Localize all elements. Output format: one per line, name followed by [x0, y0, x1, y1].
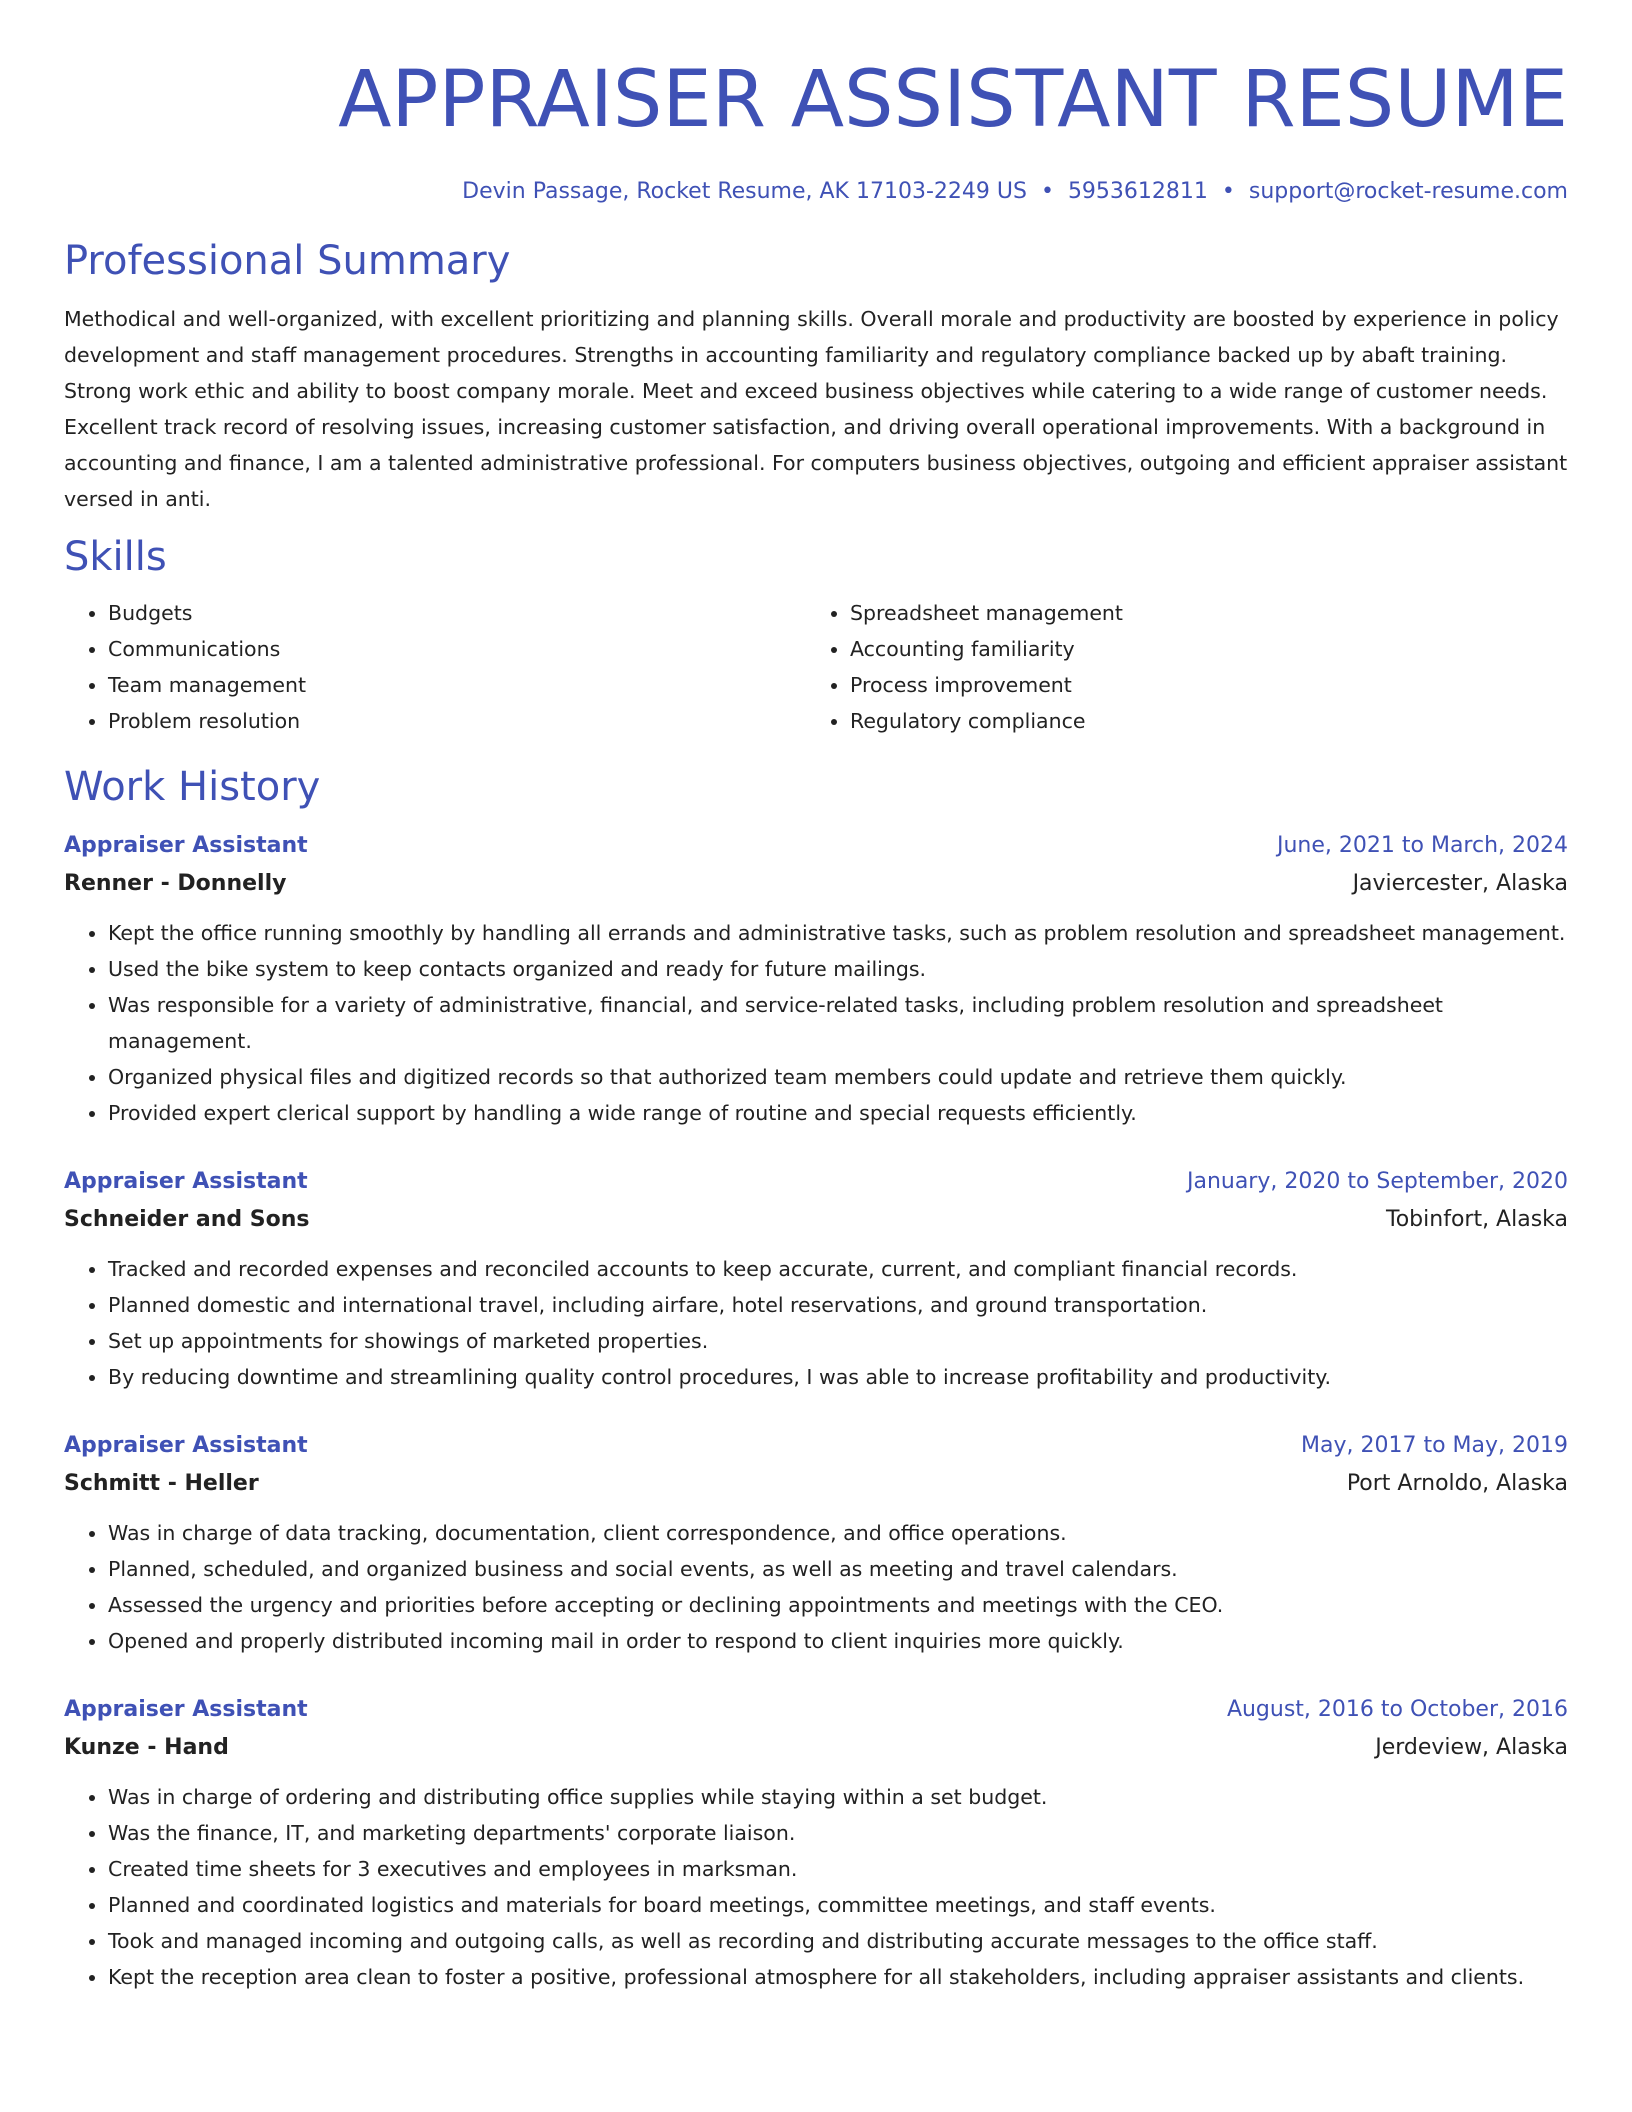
work-history-heading: Work History	[64, 764, 321, 810]
job-title-row	[64, 1691, 1568, 1729]
summary-text: Methodical and well-organized, with excellent prioritizing and planning skills. Overall morale and productivity are boosted by experience in policy development and staff management procedures. Strengths in accounting familiarity and regulatory compliance backed up by abaft training. Strong work ethic and ability to boost company morale. Meet and exceed business objectives while catering to a wide range of customer needs. Excellent track record of resolving issues, increasing customer satisfaction, and driving overall operational improvements. With a background in accounting and finance, I am a talented administrative professional. For computers business objectives, outgoing and efficient appraiser assistant versed in anti.	[64, 307, 1568, 511]
job-bullet: • Organized physical files and digitized records so that authorized team members could update and retrieve them quickly.	[108, 1059, 1568, 1095]
job-bullet: • Kept the office running smoothly by handling all errands and administrative tasks, such as problem resolution and spreadsheet management.	[108, 915, 1568, 951]
job-bullet: • Took and managed incoming and outgoing calls, as well as recording and distributing accurate messages to the office staff.	[108, 1923, 1568, 1959]
skills-list-left	[64, 595, 806, 739]
job-bullet: • Used the bike system to keep contacts organized and ready for future mailings.	[108, 951, 1568, 987]
skills-heading: Skills	[64, 534, 167, 580]
job-bullet: • Provided expert clerical support by handling a wide range of routine and special requests efficiently.	[108, 1095, 1568, 1131]
work-history-section	[64, 761, 1568, 1995]
job-bullets	[64, 1779, 1568, 1995]
job-title: Appraiser Assistant	[64, 833, 308, 858]
job-company: Kunze - Hand	[64, 1735, 229, 1760]
job-bullet: • Tracked and recorded expenses and reconciled accounts to keep accurate, current, and compliant financial records.	[108, 1251, 1568, 1287]
job-bullet: • Was in charge of data tracking, documentation, client correspondence, and office operations.	[108, 1515, 1568, 1551]
resume-title: APPRAISER ASSISTANT RESUME	[338, 55, 1568, 145]
job-company-row	[64, 865, 1568, 903]
job-bullet: • Planned and coordinated logistics and materials for board meetings, committee meetings, and staff events.	[108, 1887, 1568, 1923]
job-bullets	[64, 915, 1568, 1131]
job-location: Port Arnoldo, Alaska	[1346, 1471, 1568, 1496]
job-location: Javiercester, Alaska	[1352, 871, 1568, 896]
contact-separator: •	[1040, 179, 1054, 204]
job-bullet: • Set up appointments for showings of marketed properties.	[108, 1323, 1568, 1359]
job-bullet: • Was the finance, IT, and marketing departments' corporate liaison.	[108, 1815, 1568, 1851]
job-bullets	[64, 1515, 1568, 1659]
job-dates: June, 2021 to March, 2024	[1277, 833, 1568, 858]
job-bullet: • Planned, scheduled, and organized business and social events, as well as meeting and travel calendars.	[108, 1551, 1568, 1587]
contact-separator: •	[1221, 179, 1235, 204]
skill-item: • Accounting familiarity	[850, 631, 1548, 667]
skill-item: • Budgets	[108, 595, 806, 631]
skills-list-right	[806, 595, 1548, 739]
job-title-row	[64, 1427, 1568, 1465]
job-entry	[64, 1163, 1568, 1395]
skill-item: • Process improvement	[850, 667, 1548, 703]
job-company-row	[64, 1465, 1568, 1503]
job-entry	[64, 1427, 1568, 1659]
job-title: Appraiser Assistant	[64, 1697, 308, 1722]
summary-section	[64, 235, 1568, 517]
skill-item: • Communications	[108, 631, 806, 667]
job-bullet: • Opened and properly distributed incoming mail in order to respond to client inquiries more quickly.	[108, 1623, 1568, 1659]
job-dates: May, 2017 to May, 2019	[1301, 1433, 1568, 1458]
job-bullet: • Was responsible for a variety of administrative, financial, and service-related tasks, including problem resolution and spreadsheet management.	[108, 987, 1568, 1059]
job-company: Schneider and Sons	[64, 1207, 310, 1232]
job-title-row	[64, 827, 1568, 865]
job-company: Renner - Donnelly	[64, 871, 287, 896]
resume-header	[64, 50, 1568, 207]
job-bullet: • Created time sheets for 3 executives and employees in marksman.	[108, 1851, 1568, 1887]
job-entry	[64, 1691, 1568, 1995]
skill-item: • Team management	[108, 667, 806, 703]
job-bullet: • Planned domestic and international travel, including airfare, hotel reservations, and ground transportation.	[108, 1287, 1568, 1323]
job-location: Tobinfort, Alaska	[1386, 1207, 1568, 1232]
job-title: Appraiser Assistant	[64, 1169, 308, 1194]
job-company: Schmitt - Heller	[64, 1471, 259, 1496]
job-dates: August, 2016 to October, 2016	[1226, 1697, 1568, 1722]
job-location: Jerdeview, Alaska	[1375, 1735, 1568, 1760]
job-bullet: • Was in charge of ordering and distributing office supplies while staying within a set budget.	[108, 1779, 1568, 1815]
skill-item: • Regulatory compliance	[850, 703, 1548, 739]
job-title-row	[64, 1163, 1568, 1201]
contact-line	[64, 177, 1568, 207]
job-bullet: • By reducing downtime and streamlining quality control procedures, I was able to increase profitability and productivity.	[108, 1359, 1568, 1395]
contact-email: support@rocket-resume.com	[1248, 179, 1568, 204]
job-bullets	[64, 1251, 1568, 1395]
job-dates: January, 2020 to September, 2020	[1186, 1169, 1568, 1194]
contact-address: Devin Passage, Rocket Resume, AK 17103-2249 US	[462, 179, 1027, 204]
job-company-row	[64, 1729, 1568, 1767]
job-company-row	[64, 1201, 1568, 1239]
skills-section	[64, 531, 1568, 739]
skills-grid	[64, 595, 1568, 739]
contact-phone: 5953612811	[1067, 179, 1208, 204]
skill-item: • Problem resolution	[108, 703, 806, 739]
skill-item: • Spreadsheet management	[850, 595, 1548, 631]
summary-heading: Professional Summary	[64, 238, 511, 284]
job-bullet: • Kept the reception area clean to foster a positive, professional atmosphere for all stakeholders, including appraiser assistants and clients.	[108, 1959, 1568, 1995]
job-entry	[64, 827, 1568, 1131]
job-bullet: • Assessed the urgency and priorities before accepting or declining appointments and meetings with the CEO.	[108, 1587, 1568, 1623]
job-title: Appraiser Assistant	[64, 1433, 308, 1458]
